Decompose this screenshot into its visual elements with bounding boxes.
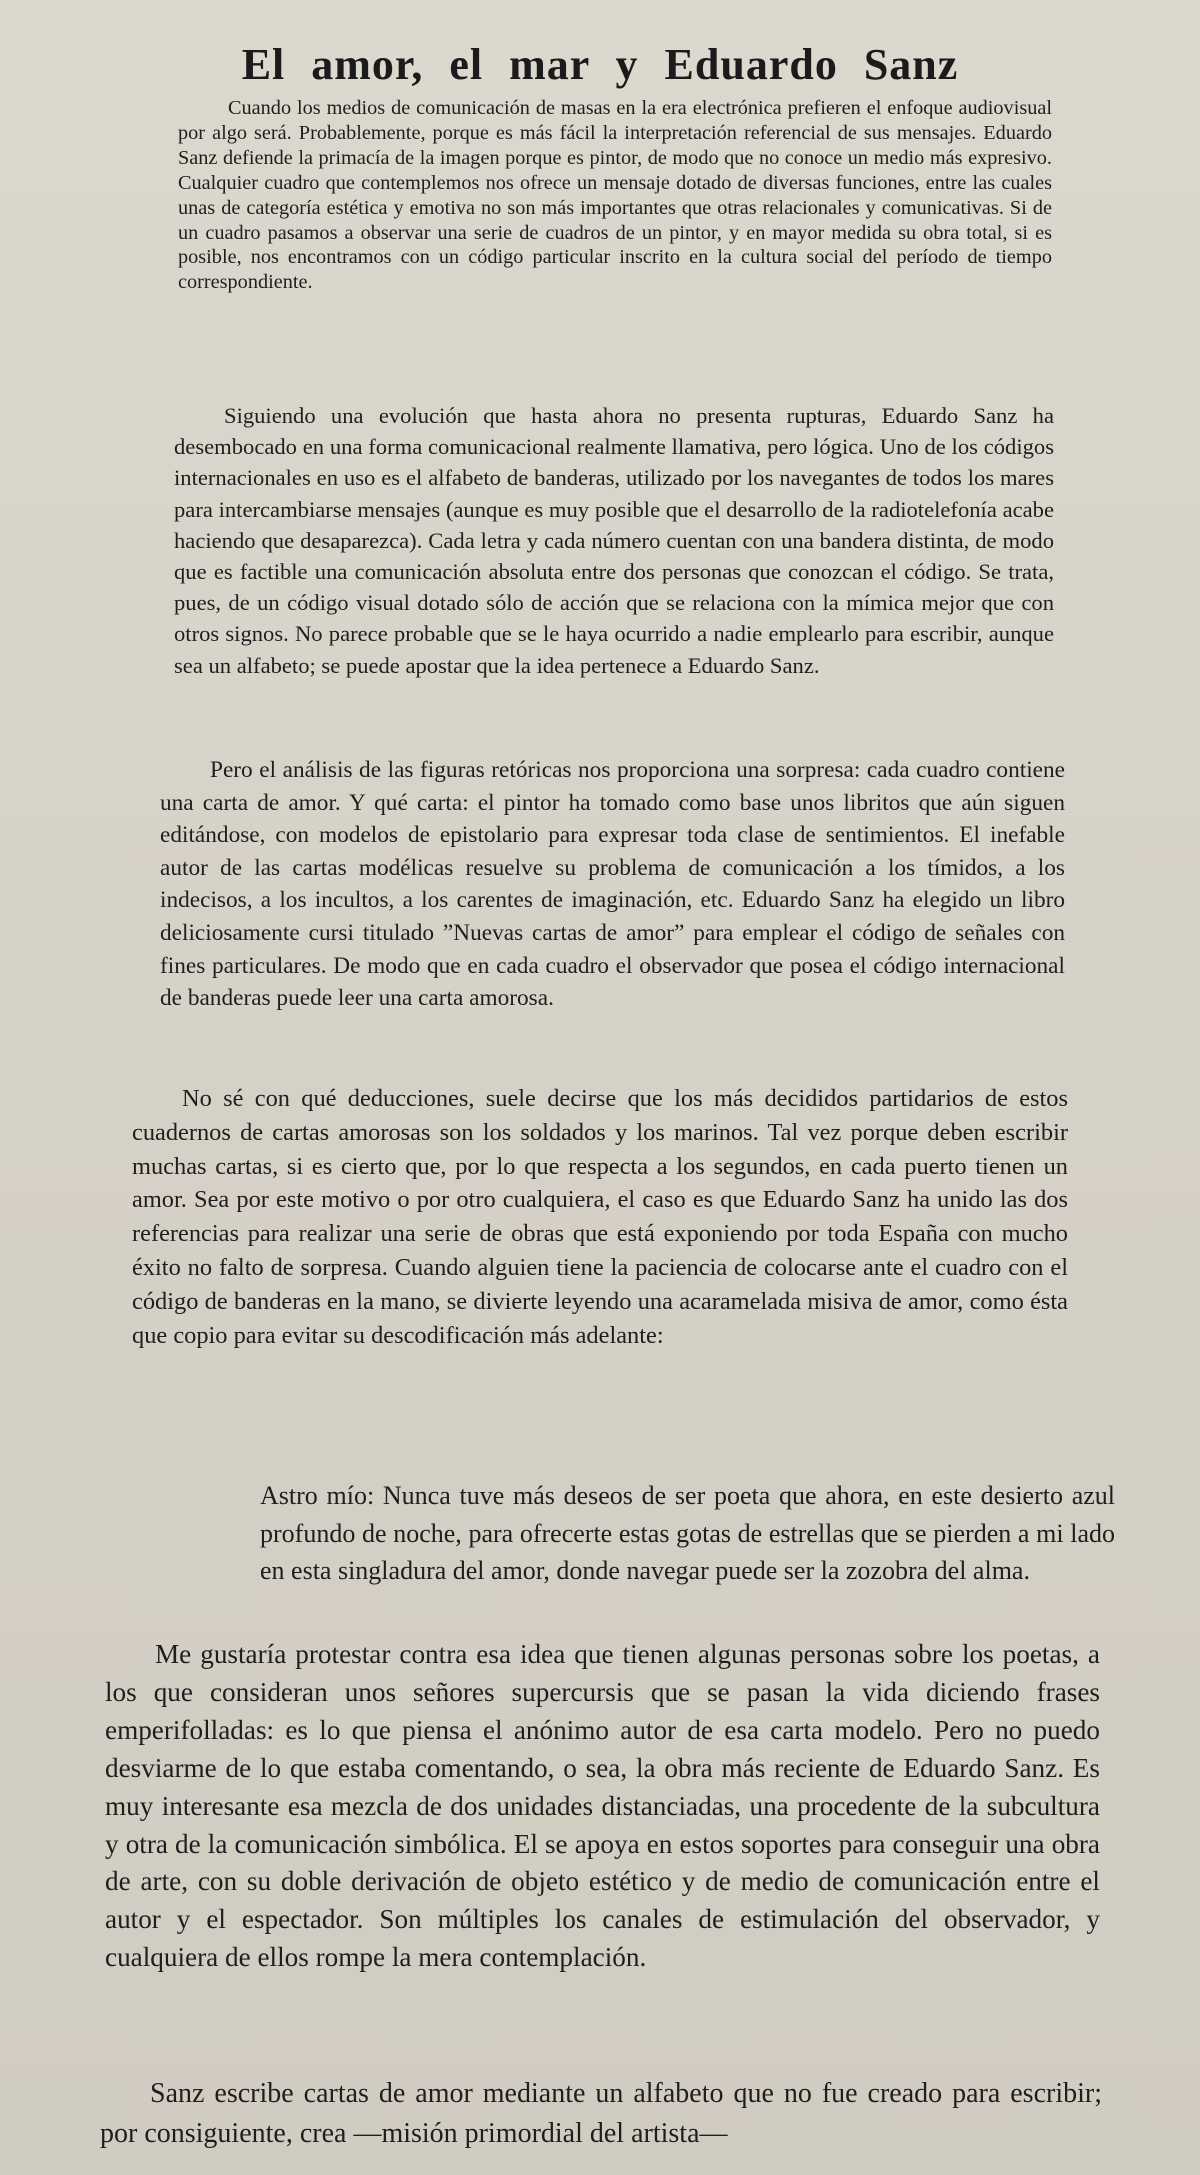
paragraph-5: Me gustaría protestar contra esa idea que tienen algunas personas sobre los poetas, a los que consideran unos señores supercursis que se pasan la vida diciendo frases emperifolladas: es lo que piensa el anónimo autor de esa carta modelo. Pero no puedo desviarme de lo que estaba comentando, o sea, la obra más reciente de Eduardo Sanz. Es muy interesante esa mezcla de dos unidades distanciadas, una procedente de la subcultura y otra de la comunicación simbólica. El se apoya en estos soportes para conseguir una obra de arte, con su doble derivación de objeto estético y de medio de comunicación entre el autor y el espectador. Son múltiples los canales de estimulación del observador, y cualquiera de ellos rompe la mera contemplación. <box>105 1639 1100 1973</box>
paragraph-2: Siguiendo una evolución que hasta ahora no presenta rupturas, Eduardo Sanz ha desembocado en una forma comunicacional realmente llamativa, pero lógica. Uno de los códigos internacionales en uso es el alfabeto de banderas, utilizado por los navegantes de todos los mares para intercambiarse mensajes (aunque es muy posible que el desarrollo de la radiotelefonía acabe haciendo que desaparezca). Cada letra y cada número cuentan con una bandera distinta, de modo que es factible una comunicación absoluta entre dos personas que conozcan el código. Se trata, pues, de un código visual dotado sólo de acción que se relaciona con la mímica mejor que con otros signos. No parece probable que se le haya ocurrido a nadie emplearlo para escribir, aunque sea un alfabeto; se puede apostar que la idea pertenece a Eduardo Sanz. <box>174 403 1054 678</box>
paragraph-4: No sé con qué deducciones, suele decirse que los más decididos partidarios de estos cuadernos de cartas amorosas son los soldados y los marinos. Tal vez porque deben escribir muchas cartas, si es cierto que, por lo que respecta a los segundos, en cada puerto tienen un amor. Sea por este motivo o por otro cualquiera, el caso es que Eduardo Sanz ha unido las dos referencias para realizar una serie de obras que está exponiendo por toda España con mucho éxito no falto de sorpresa. Cuando alguien tiene la paciencia de colocarse ante el cuadro con el código de banderas en la mano, se divierte leyendo una acaramelada misiva de amor, como ésta que copio para evitar su descodificación más adelante: <box>132 1085 1068 1349</box>
page-title: El amor, el mar y Eduardo Sanz <box>241 40 959 90</box>
paragraph-6: Sanz escribe cartas de amor mediante un alfabeto que no fue creado para escribir; por consiguiente, crea —misión primordial del artista— <box>100 2078 1102 2149</box>
block-quote-letter: Astro mío: Nunca tuve más deseos de ser poeta que ahora, en este desierto azul profundo de noche, para ofrecerte estas gotas de estrellas que se pierden a mi lado en esta singladura del amor, donde navegar puede ser la zozobra del alma. <box>260 1481 1115 1585</box>
paragraph-3: Pero el análisis de las figuras retóricas nos proporciona una sorpresa: cada cuadro contiene una carta de amor. Y qué carta: el pintor ha tomado como base unos libritos que aún siguen editándose, con modelos de epistolario para expresar toda clase de sentimientos. El inefable autor de las cartas modélicas resuelve su problema de comunicación a los tímidos, a los indecisos, a los incultos, a los carentes de imaginación, etc. Eduardo Sanz ha elegido un libro deliciosamente cursi titulado ”Nuevas cartas de amor” para emplear el código de señales con fines particulares. De modo que en cada cuadro el observador que posea el código internacional de banderas puede leer una carta amorosa. <box>160 757 1065 1012</box>
paragraph-1: Cuando los medios de comunicación de masas en la era electrónica prefieren el enfoque audiovisual por algo será. Probablemente, porque es más fácil la interpretación referencial de sus mensajes. Eduardo Sanz defiende la primacía de la imagen porque es pintor, de modo que no conoce un medio más expresivo. Cualquier cuadro que contemplemos nos ofrece un mensaje dotado de diversas funciones, entre las cuales unas de categoría estética y emotiva no son más importantes que otras relacionales y comunicativas. Si de un cuadro pasamos a observar una serie de cuadros de un pintor, y en mayor medida su obra total, si es posible, nos encontramos con un código particular inscrito en la cultura social del período de tiempo correspondiente. <box>178 97 1052 294</box>
